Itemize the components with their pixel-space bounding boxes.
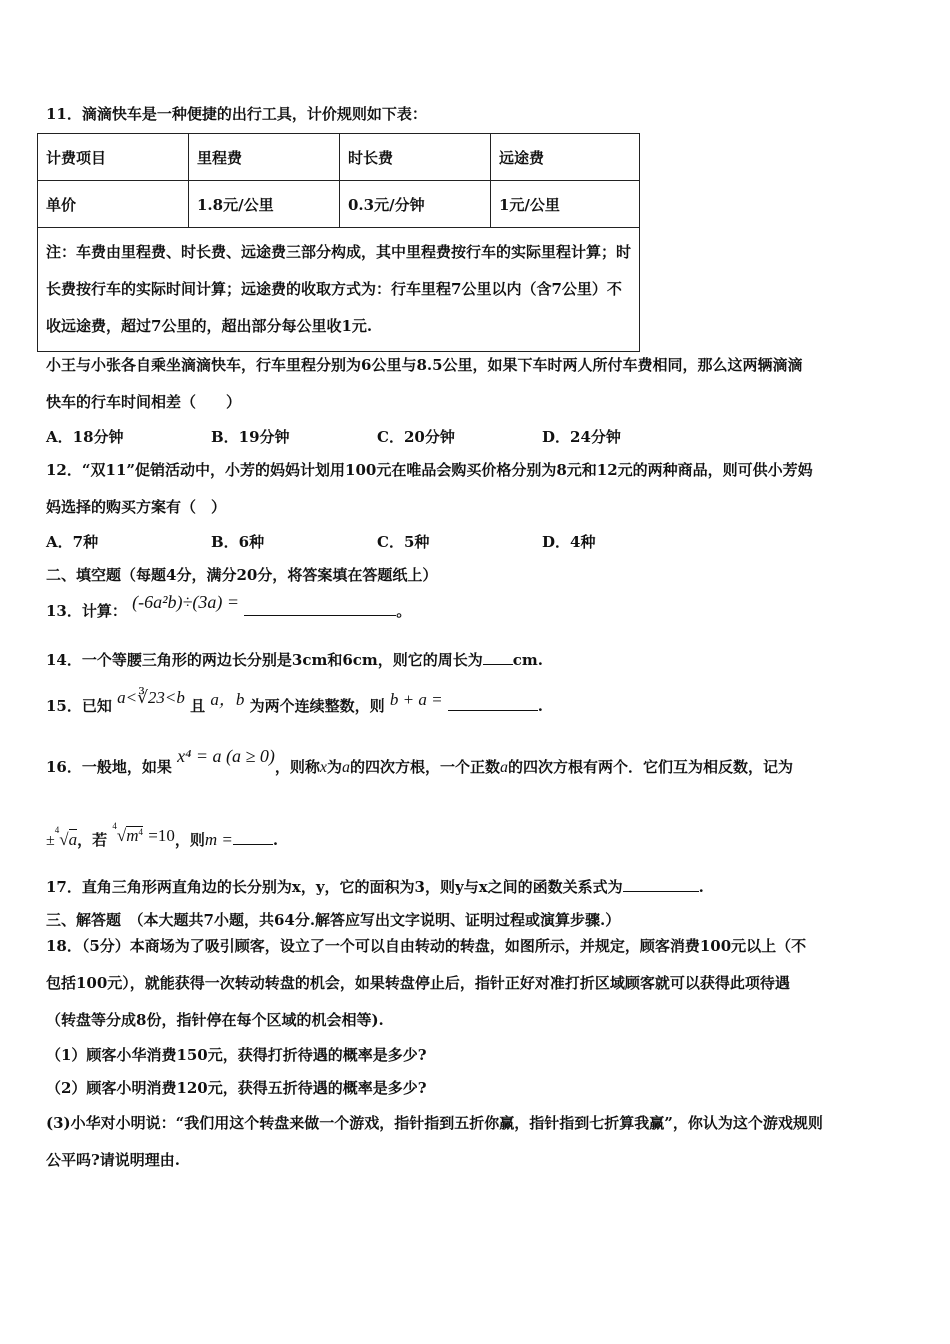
table-cell: 单价 xyxy=(38,181,189,228)
q11-stem: 11．滴滴快车是一种便捷的出行工具，计价规则如下表： xyxy=(46,105,427,123)
q15-condition: a<∛23<b xyxy=(117,688,185,707)
q12-line1: 12．“双11”促销活动中，小芳的妈妈计划用100元在唯品会购买价格分别为8元和12元的两种商品，则可供小芳妈 xyxy=(46,461,813,479)
table-header-cell: 远途费 xyxy=(491,134,640,181)
radicand: m xyxy=(126,826,139,845)
table-header-cell: 时长费 xyxy=(340,134,491,181)
fourth-root-a xyxy=(55,826,77,850)
q13 xyxy=(46,592,412,621)
section-3-heading: 三、解答题 （本大题共7小题，共64分.解答应写出文字说明、证明过程或演算步骤.） xyxy=(46,911,621,929)
q14-unit: cm. xyxy=(512,651,543,669)
q12-option-c: C．5种 xyxy=(377,533,430,551)
q15-label: 15．已知 xyxy=(46,697,112,715)
fourth-root-m4 xyxy=(112,822,143,846)
root-index: 4 xyxy=(112,821,117,831)
q16-text: ，则称 xyxy=(274,758,320,776)
q15-mid: 且 xyxy=(190,697,206,715)
fee-table xyxy=(37,133,640,352)
q11-option-d: D．24分钟 xyxy=(542,428,621,446)
table-cell: 1.8元/公里 xyxy=(189,181,340,228)
q18-part1: （1）顾客小华消费150元，获得打折待遇的概率是多少? xyxy=(46,1046,427,1064)
q15-vars: a，b xyxy=(210,690,245,709)
q16-text: ，则 xyxy=(174,831,205,849)
q15-expression: b + a = xyxy=(389,690,443,709)
q17 xyxy=(46,877,704,897)
answer-blank xyxy=(233,830,273,845)
q13-end: 。 xyxy=(396,602,412,620)
root-index: 4 xyxy=(54,825,60,835)
q16-var-a: a xyxy=(342,759,351,776)
q18-part2: （2）顾客小明消费120元，获得五折待遇的概率是多少? xyxy=(46,1079,427,1097)
radical-sign-icon: √ xyxy=(116,826,127,845)
q13-expression: (-6a²b)÷(3a) = xyxy=(132,592,240,612)
q15-mid2: 为两个连续整数，则 xyxy=(249,697,385,715)
q17-text: 17．直角三角形两直角边的长分别为x，y，它的面积为3，则y与x之间的函数关系式为 xyxy=(46,878,623,896)
answer-blank xyxy=(244,601,396,616)
q16-expression: x⁴ = a (a ≥ 0) xyxy=(177,746,275,766)
radicand: a xyxy=(68,830,78,849)
q11-line1: 小王与小张各自乘坐滴滴快车，行车里程分别为6公里与8.5公里，如果下车时两人所付车费相同，那么这两辆滴滴 xyxy=(46,356,803,374)
table-header-cell: 里程费 xyxy=(189,134,340,181)
section-2-heading: 二、填空题（每题4分，满分20分，将答案填在答题纸上） xyxy=(46,566,438,584)
answer-blank xyxy=(483,650,513,665)
table-cell: 0.3元/分钟 xyxy=(340,181,491,228)
q15-end: . xyxy=(537,697,544,715)
q16-plus-minus: ± xyxy=(46,832,55,849)
q12-option-d: D．4种 xyxy=(542,533,596,551)
q18-part3-line1: (3)小华对小明说：“我们用这个转盘来做一个游戏，指针指到五折你赢，指针指到七折算我赢”，你认为这个游戏规则 xyxy=(46,1114,823,1132)
q11-option-a: A．18分钟 xyxy=(46,428,124,446)
q16-text: 的四次方根有两个．它们互为相反数，记为 xyxy=(508,758,794,776)
q12-option-b: B．6种 xyxy=(211,533,265,551)
q13-label: 13．计算： xyxy=(46,602,127,620)
q16-text: ，若 xyxy=(77,831,108,849)
q18-line3: （转盘等分成8份，指针停在每个区域的机会相等). xyxy=(46,1011,384,1029)
q12-option-a: A．7种 xyxy=(46,533,99,551)
q16-line1 xyxy=(46,746,794,778)
q16-equals: =10 xyxy=(148,826,175,845)
q14 xyxy=(46,650,543,670)
q12-line2: 妈选择的购买方案有（ ） xyxy=(46,498,227,516)
radical-sign-icon: √ xyxy=(59,830,69,849)
q11-option-b: B．19分钟 xyxy=(211,428,290,446)
q14-text: 14．一个等腰三角形的两边长分别是3cm和6cm，则它的周长为 xyxy=(46,651,483,669)
q18-line1: 18．（5分）本商场为了吸引顾客，设立了一个可以自由转动的转盘，如图所示，并规定，顾客消费100元以上（不 xyxy=(46,937,807,955)
q17-end: . xyxy=(698,878,704,896)
q18-part3-line2: 公平吗?请说明理由. xyxy=(46,1151,181,1169)
table-note: 注：车费由里程费、时长费、远途费三部分构成，其中里程费按行车的实际里程计算；时长费按行车的实际时间计算；远途费的收取方式为：行车里程7公里以内（含7公里）不收远途费，超过7公里的，超出部分每公里收1元. xyxy=(38,228,640,352)
q18-line2: 包括100元），就能获得一次转动转盘的机会，如果转盘停止后，指针正好对准打折区域顾客就可以获得此项待遇 xyxy=(46,974,790,992)
exponent: 4 xyxy=(138,827,143,837)
q16-var-a: a xyxy=(500,759,509,776)
q16-end: . xyxy=(272,831,279,849)
q16-text: 为 xyxy=(327,758,343,776)
q16-label: 16．一般地，如果 xyxy=(46,758,172,776)
q11-line2: 快车的行车时间相差（ ） xyxy=(46,393,242,411)
q11-option-c: C．20分钟 xyxy=(377,428,455,446)
q16-line2 xyxy=(46,821,279,851)
answer-blank xyxy=(448,696,538,711)
answer-blank xyxy=(623,877,699,892)
q16-text: 的四次方根，一个正数 xyxy=(350,758,501,776)
q15 xyxy=(46,688,544,716)
table-header-cell: 计费项目 xyxy=(38,134,189,181)
q16-var-x: x xyxy=(319,759,327,776)
table-cell: 1元/公里 xyxy=(491,181,640,228)
q16-m-expression: m = xyxy=(204,830,233,849)
